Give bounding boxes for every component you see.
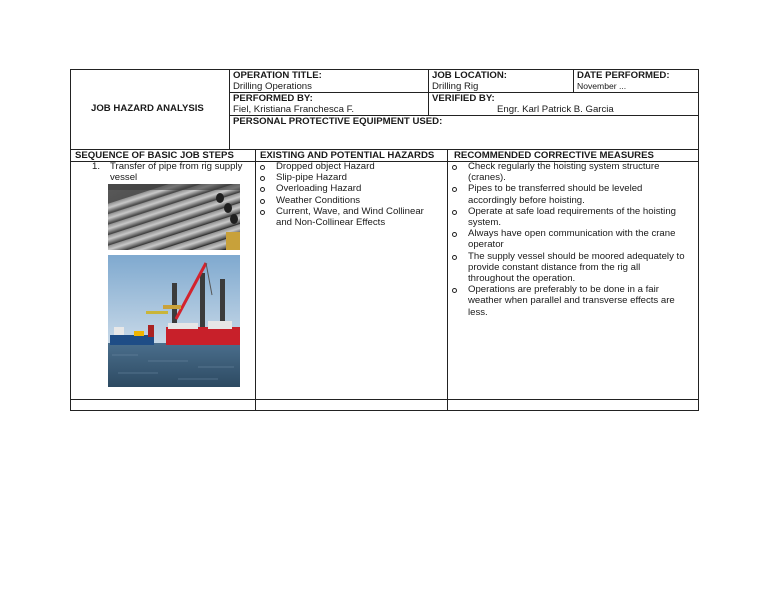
step-text-line-2: vessel (110, 172, 138, 183)
date-label: DATE PERFORMED: (577, 70, 670, 81)
hazard-list (258, 161, 438, 228)
step-text-line-1: Transfer of pipe from rig supply (110, 161, 243, 172)
pipe-stack-photo (108, 184, 240, 250)
hazard-item: Current, Wave, and Wind Collinear and Non-Collinear Effects (258, 206, 438, 228)
step-number: 1. (92, 161, 101, 172)
measure-item: Always have open communication with the crane operator (450, 228, 686, 250)
column-steps-header: SEQUENCE OF BASIC JOB STEPS (75, 150, 234, 161)
measure-item: Pipes to be transferred should be leveled accordingly before hoisting. (450, 183, 686, 205)
ppe-label: PERSONAL PROTECTIVE EQUIPMENT USED: (233, 116, 443, 127)
performed-by-value: Fiel, Kristiana Franchesca F. (233, 104, 355, 115)
operation-value: Drilling Operations (233, 81, 312, 92)
rule-right (698, 69, 699, 411)
performed-by-label: PERFORMED BY: (233, 93, 313, 104)
measure-item: The supply vessel should be moored adequately to provide constant distance from the rig all throughout the operation. (450, 251, 686, 285)
supply-vessel-image (108, 255, 240, 387)
rule-col-2 (447, 149, 448, 411)
measure-list (450, 161, 686, 318)
column-measures-header: RECOMMENDED CORRECTIVE MEASURES (454, 150, 654, 161)
verified-by-value: Engr. Karl Patrick B. Garcia (497, 104, 614, 115)
pipe-stack-image (108, 184, 240, 250)
rule-col-1 (255, 149, 256, 411)
hazard-item: Dropped object Hazard (258, 161, 438, 172)
supply-vessel-photo (108, 255, 240, 387)
form-title: JOB HAZARD ANALYSIS (91, 103, 204, 114)
measure-item: Operations are preferably to be done in a fair weather when parallel and transverse effects are less. (450, 284, 686, 318)
measure-item: Check regularly the hoisting system structure (cranes). (450, 161, 686, 183)
verified-by-label: VERIFIED BY: (432, 93, 495, 104)
rule-left (70, 69, 71, 411)
measure-item: Operate at safe load requirements of the hoisting system. (450, 206, 686, 228)
rule-bottom (70, 410, 699, 411)
location-label: JOB LOCATION: (432, 70, 507, 81)
location-value: Drilling Rig (432, 81, 479, 92)
rule-operation-split (428, 69, 429, 116)
date-value: November ... (577, 81, 627, 91)
hazard-item: Weather Conditions (258, 195, 438, 206)
rule-date-split (573, 69, 574, 93)
column-hazards-header: EXISTING AND POTENTIAL HAZARDS (260, 150, 435, 161)
rule-title-split (229, 69, 230, 150)
rule-body-bottom (70, 399, 699, 400)
hazard-item: Overloading Hazard (258, 183, 438, 194)
hazard-item: Slip-pipe Hazard (258, 172, 438, 183)
operation-label: OPERATION TITLE: (233, 70, 322, 81)
